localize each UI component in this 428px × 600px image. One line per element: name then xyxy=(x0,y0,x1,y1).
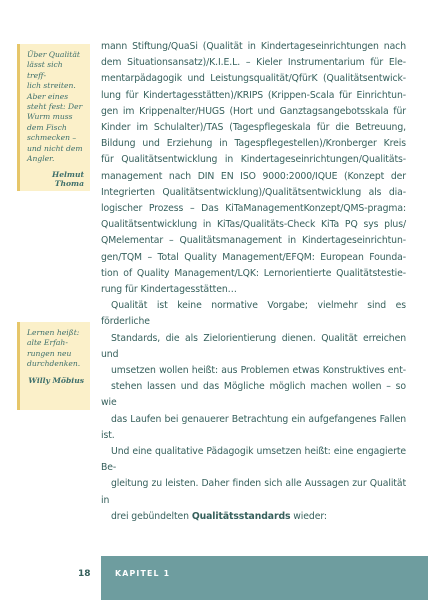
text-line: drei gebündelten Qualitätsstandards wieder: xyxy=(111,510,327,522)
paragraph-quality-models xyxy=(101,39,406,298)
quote-author: Helmut Thoma xyxy=(52,170,84,189)
body-text xyxy=(101,39,406,525)
paragraph-quality-standards xyxy=(101,298,406,525)
text-line: lung für Kindertagesstätten)/KRIPS (Krippen-Scala für Einrichtun- xyxy=(101,89,406,101)
text-line: stehen lassen und das Mögliche möglich machen wollen – so wie xyxy=(101,381,406,409)
quote-text: Über Qualität lässt sich treff- lich streiten. Aber eines steht fest: Der Wurm muss dem Fisch schmecken – und nicht dem Angler. xyxy=(27,50,83,164)
text-line: Und eine qualitative Pädagogik umsetzen heißt: eine engagierte Be- xyxy=(101,446,406,474)
quote-text: Lernen heißt: alte Erfah- rungen neu durchdenken. xyxy=(27,328,81,369)
text-line: QMelementar – Qualitätsmanagement in Kindertageseinrichtun- xyxy=(101,235,406,247)
text-line: rung für Kindertagesstätten… xyxy=(101,284,237,296)
quote-author: Willy Möbius xyxy=(28,375,84,385)
text-line: mentarpädagogik und Leistungsqualität/QfürK (Qualitätsentwick- xyxy=(101,73,406,85)
text-line: logischer Prozess – Das KiTaManagementKonzept/QMS-pragma: xyxy=(101,203,406,215)
sidebar-quote-moebius xyxy=(17,322,90,410)
chapter-label: KAPITEL 1 xyxy=(115,569,171,578)
text-line: Qualität ist keine normative Vorgabe; vielmehr sind es förderliche xyxy=(101,300,406,328)
emphasis-quality-standards: Qualitätsstandards xyxy=(191,510,291,522)
text-line: Standards, die als Zielorientierung dienen. Qualität erreichen und xyxy=(101,332,406,360)
text-line: management nach DIN EN ISO 9000:2000/IQUE (Konzept der xyxy=(101,170,406,182)
page-number: 18 xyxy=(78,569,91,579)
text-line: Integrierten Qualitätsentwicklung)/Qualitätsentwicklung als dia- xyxy=(101,186,406,198)
text-line: gleitung zu leisten. Daher finden sich alle Aussagen zur Qualität in xyxy=(101,478,406,506)
text-line: dem Situationsansatz)/K.I.E.L. – Kieler Instrumentarium für Ele- xyxy=(101,57,406,69)
text-line: tion of Quality Management/LQK: Lernorientierte Qualitätstestie- xyxy=(101,267,406,279)
text-line: für Qualitätsentwicklung in Kindertageseinrichtungen/Qualitäts- xyxy=(101,154,406,166)
text-line: Qualitätsentwicklung in KiTas/Qualitäts-Check KiTa PQ sys plus/ xyxy=(101,219,406,231)
sidebar-quote-thoma xyxy=(17,44,90,191)
text-line: gen/TQM – Total Quality Management/EFQM: European Founda- xyxy=(101,251,406,263)
text-line: Kinder im Schulalter)/TAS (Tagespflegeskala für die Betreuung, xyxy=(101,122,406,134)
text-line: das Laufen bei genauerer Betrachtung ein aufgefangenes Fallen ist. xyxy=(101,413,406,441)
text-line: gen im Krippenalter/HUGS (Hort und Ganztagsangebotsskala für xyxy=(101,105,406,117)
text-line: mann Stiftung/QuaSi (Qualität in Kindertageseinrichtungen nach xyxy=(101,41,406,52)
text-line: umsetzen wollen heißt: aus Problemen etwas Konstruktives ent- xyxy=(111,365,406,377)
chapter-footer-bar xyxy=(101,556,428,600)
text-line: Bildung und Erziehung in Tagespflegestellen)/Kronberger Kreis xyxy=(101,138,406,150)
